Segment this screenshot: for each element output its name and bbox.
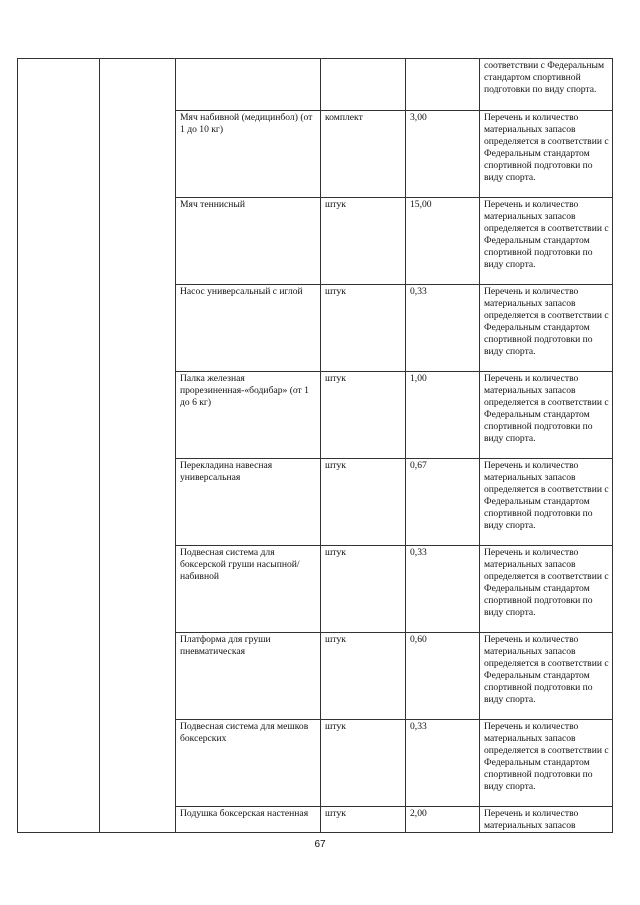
note-cell: Перечень и количество материальных запасов определяется в соответствии с Федеральным стандартом спортивной подготовки по виду спорта.: [480, 111, 613, 198]
quantity-cell: 0,67: [406, 459, 480, 546]
unit-cell: штук: [321, 807, 406, 833]
note-cell: Перечень и количество материальных запасов определяется в соответствии с Федеральным стандартом спортивной подготовки по виду спорта.: [480, 633, 613, 720]
page-number: 67: [314, 839, 326, 850]
quantity-cell: 0,60: [406, 633, 480, 720]
merged-blank-cell-2: [100, 59, 176, 833]
quantity-cell: [406, 59, 480, 111]
item-name-cell: Насос универсальный с иглой: [176, 285, 321, 372]
note-cell: Перечень и количество материальных запасов определяется в соответствии с Федеральным стандартом спортивной подготовки по виду спорта.: [480, 372, 613, 459]
table-row: [18, 59, 613, 111]
item-name-cell: Перекладина навесная универсальная: [176, 459, 321, 546]
quantity-cell: 3,00: [406, 111, 480, 198]
note-cell: Перечень и количество материальных запасов определяется в соответствии с Федеральным стандартом спортивной подготовки по виду спорта.: [480, 198, 613, 285]
quantity-cell: 15,00: [406, 198, 480, 285]
item-name-cell: Палка железная прорезиненная-«бодибар» (от 1 до 6 кг): [176, 372, 321, 459]
quantity-cell: 2,00: [406, 807, 480, 833]
quantity-cell: 0,33: [406, 720, 480, 807]
equipment-table: [17, 58, 613, 833]
quantity-cell: 1,00: [406, 372, 480, 459]
unit-cell: штук: [321, 633, 406, 720]
item-name-cell: Подвесная система для мешков боксерских: [176, 720, 321, 807]
quantity-cell: 0,33: [406, 546, 480, 633]
note-cell: Перечень и количество материальных запасов определяется в соответствии с Федеральным стандартом спортивной подготовки по виду спорта.: [480, 720, 613, 807]
unit-cell: штук: [321, 285, 406, 372]
quantity-cell: 0,33: [406, 285, 480, 372]
note-cell: Перечень и количество материальных запасов определяется в соответствии с Федеральным стандартом спортивной подготовки по виду спорта.: [480, 285, 613, 372]
unit-cell: штук: [321, 372, 406, 459]
item-name-cell: Мяч теннисный: [176, 198, 321, 285]
note-cell: Перечень и количество материальных запасов определяется в соответствии с Федеральным стандартом спортивной подготовки по виду спорта.: [480, 546, 613, 633]
note-cell: Перечень и количество материальных запасов: [480, 807, 613, 833]
item-name-cell: Подвесная система для боксерской груши насыпной/набивной: [176, 546, 321, 633]
merged-blank-cell-1: [18, 59, 100, 833]
item-name-cell: [176, 59, 321, 111]
unit-cell: штук: [321, 198, 406, 285]
note-cell: Перечень и количество материальных запасов определяется в соответствии с Федеральным стандартом спортивной подготовки по виду спорта.: [480, 459, 613, 546]
unit-cell: [321, 59, 406, 111]
item-name-cell: Мяч набивной (медицинбол) (от 1 до 10 кг): [176, 111, 321, 198]
unit-cell: штук: [321, 546, 406, 633]
unit-cell: штук: [321, 459, 406, 546]
unit-cell: комплект: [321, 111, 406, 198]
unit-cell: штук: [321, 720, 406, 807]
item-name-cell: Платформа для груши пневматическая: [176, 633, 321, 720]
note-cell: соответствии с Федеральным стандартом спортивной подготовки по виду спорта.: [480, 59, 613, 111]
item-name-cell: Подушка боксерская настенная: [176, 807, 321, 833]
